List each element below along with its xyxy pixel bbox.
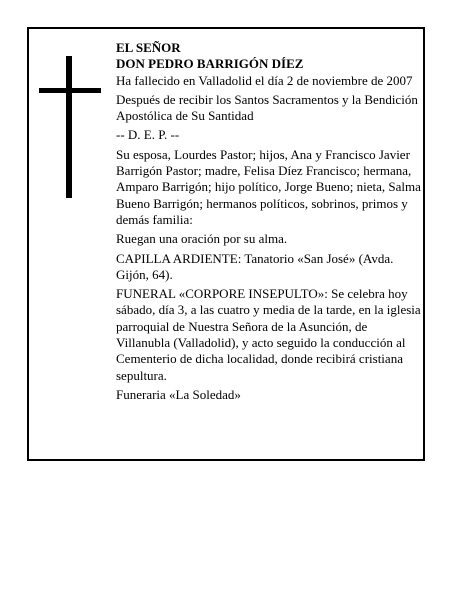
obituary-notice bbox=[27, 27, 425, 461]
notice-text bbox=[116, 40, 421, 406]
cross-icon bbox=[39, 56, 101, 198]
deceased-name: DON PEDRO BARRIGÓN DÍEZ bbox=[116, 56, 304, 72]
chapel-info: CAPILLA ARDIENTE: Tanatorio «San José» (Avda. Gijón, 64). bbox=[116, 250, 394, 282]
notice-title: EL SEÑOR bbox=[116, 40, 181, 55]
prayer-request: Ruegan una oración por su alma. bbox=[116, 231, 288, 247]
family-list: Su esposa, Lourdes Pastor; hijos, Ana y Francisco Javier Barrigón Pastor; madre, Felisa Díez Francisco; hermana, Amparo Barrigón; hijo político, Jorge Bueno; nieta, Salma Bueno Barrigón; hermanos políticos, sobrinos, primos y demás familia: bbox=[116, 146, 421, 227]
death-announcement: Ha fallecido en Valladolid el día 2 de noviembre de 2007 bbox=[116, 72, 413, 88]
cross-vertical-bar bbox=[66, 56, 72, 198]
funeral-home: Funeraria «La Soledad» bbox=[116, 386, 241, 402]
cross-horizontal-bar bbox=[39, 88, 101, 93]
sacraments-line: Después de recibir los Santos Sacramentos y la Bendición Apostólica de Su Santidad bbox=[116, 91, 418, 124]
rip-line: -- D. E. P. -- bbox=[116, 127, 180, 143]
funeral-info: FUNERAL «CORPORE INSEPULTO»: Se celebra hoy sábado, día 3, a las cuatro y media de la tarde, en la iglesia parroquial de Nuestra Señora de la Asunción, de Villanubla (Valladolid), y acto seguido la conducción al Cementerio de dicha localidad, donde recibirá cristiana sepultura. bbox=[116, 286, 421, 383]
